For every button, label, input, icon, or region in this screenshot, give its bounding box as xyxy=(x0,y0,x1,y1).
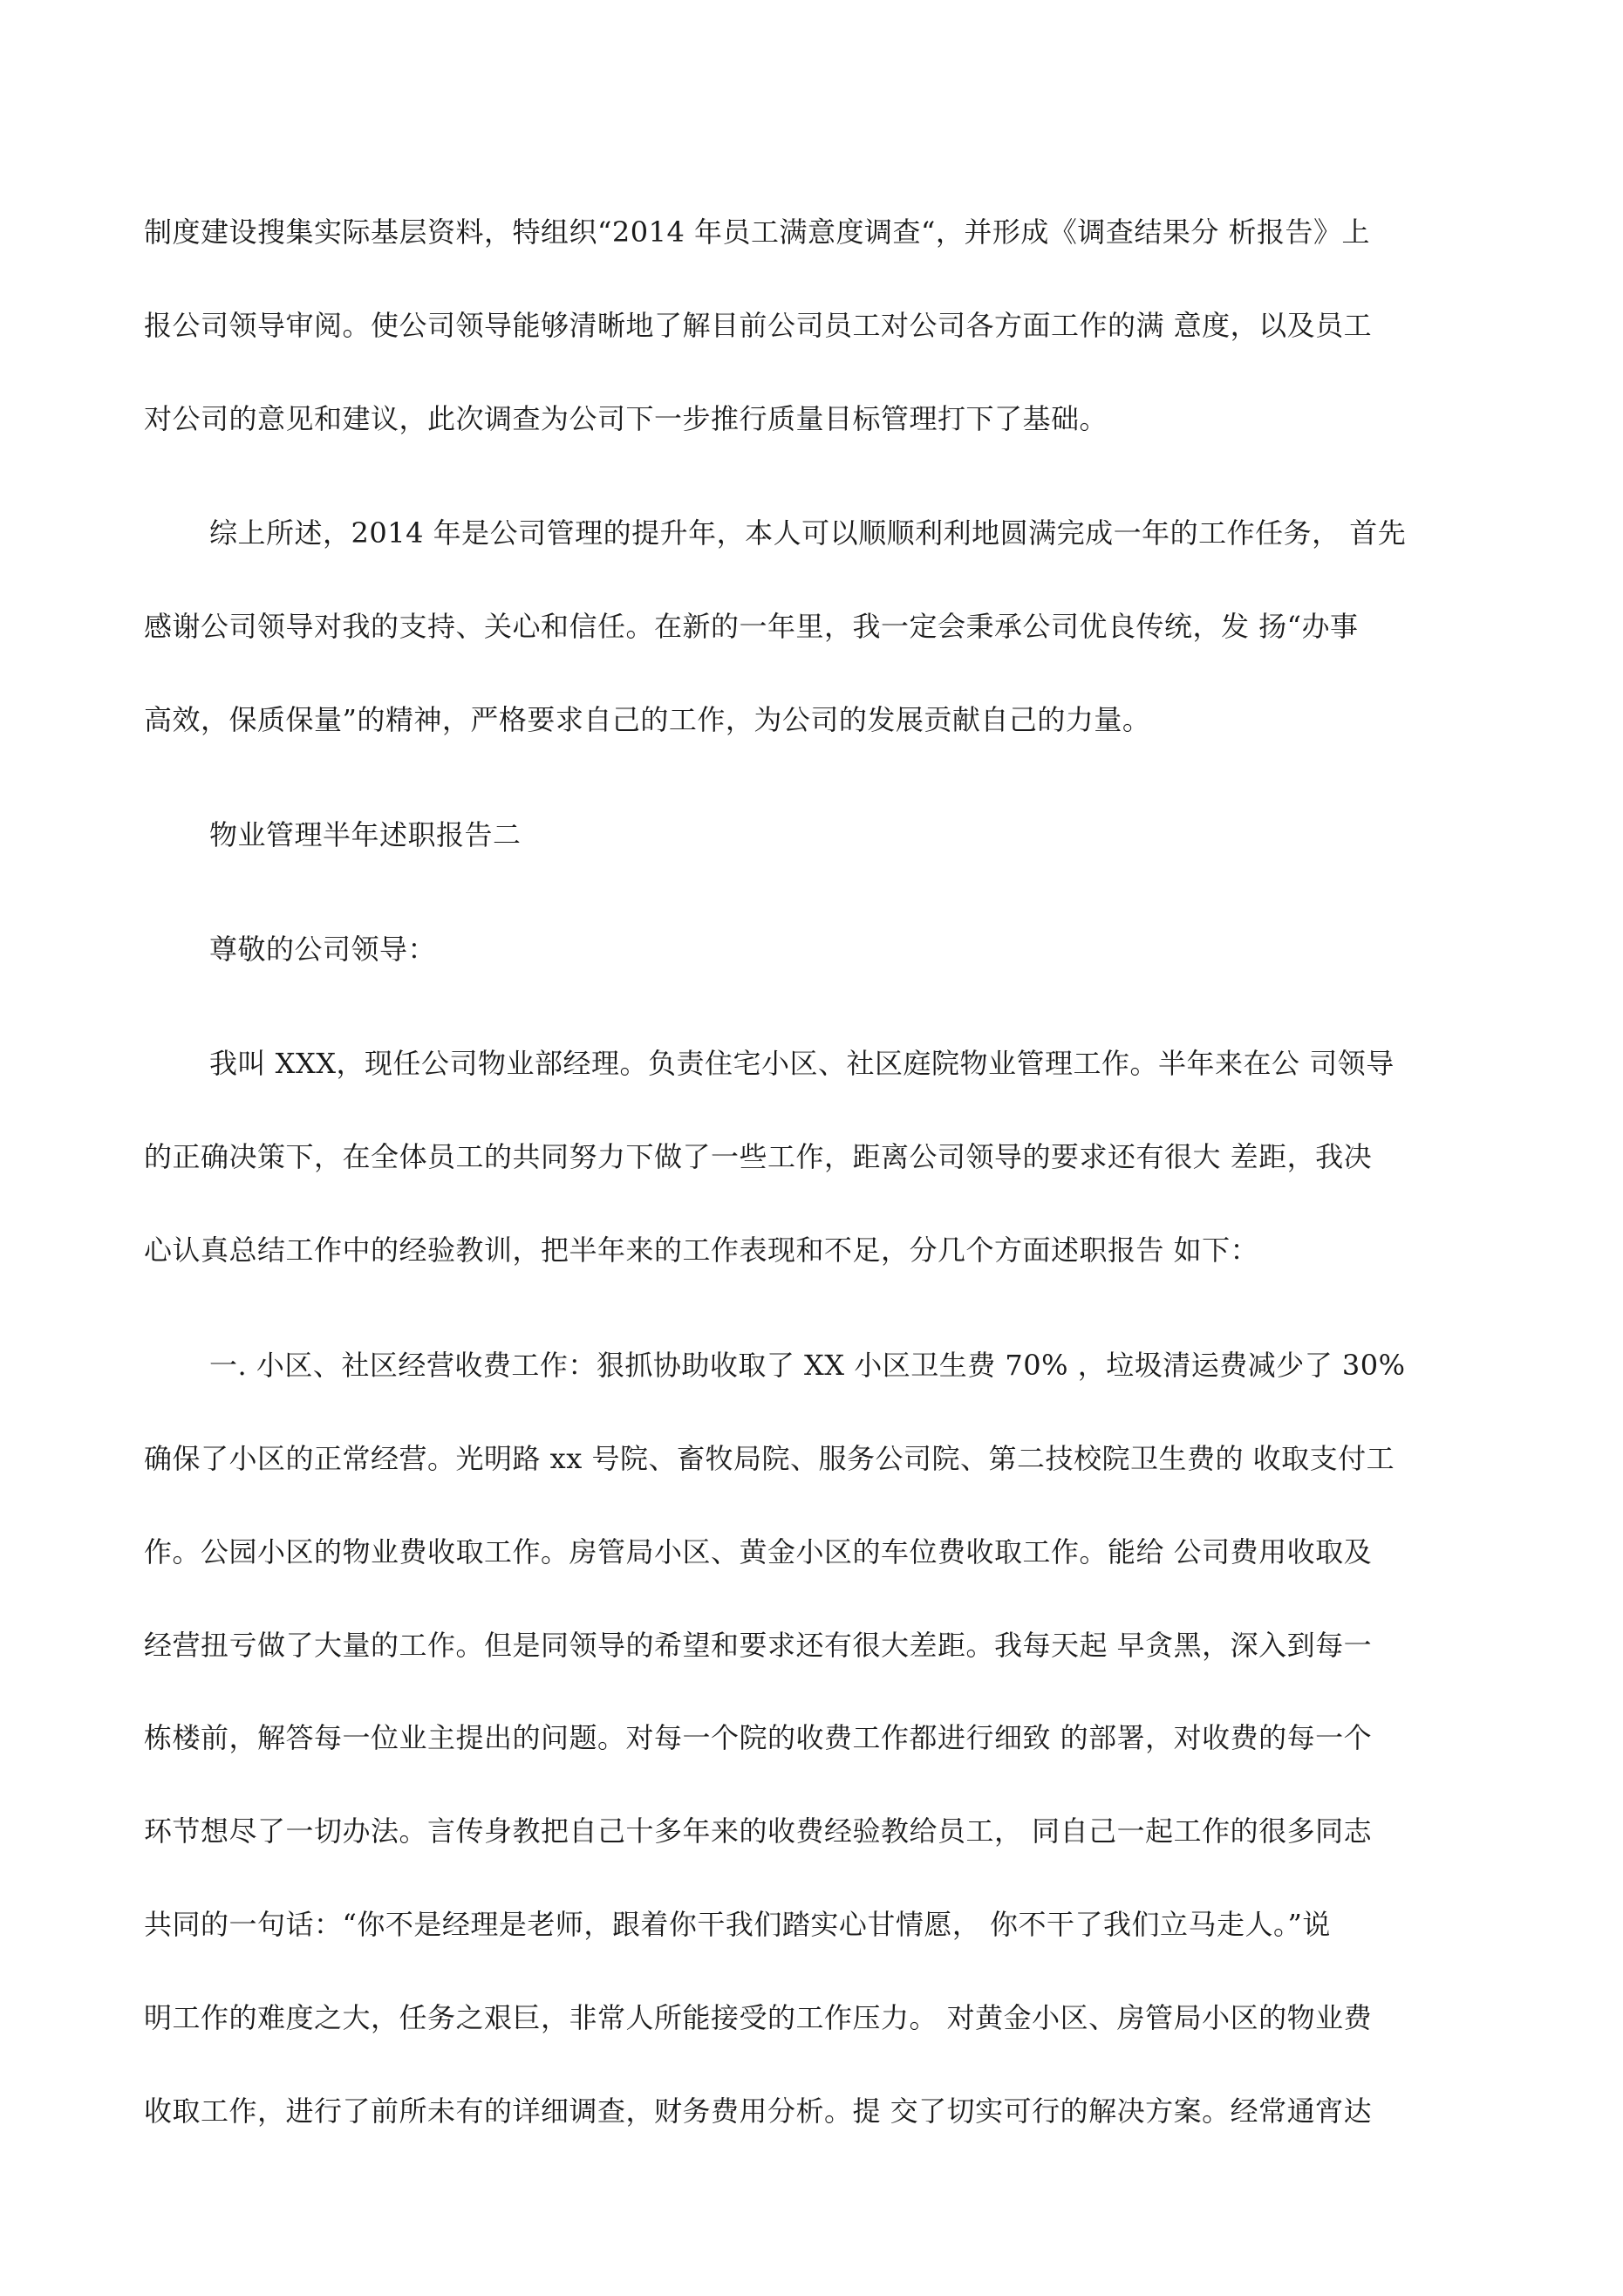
text-line: 我叫 XXX，现任公司物业部经理。负责住宅小区、社区庭院物业管理工作。半年来在公 司领导 xyxy=(209,1047,1395,1080)
text-line: 制度建设搜集实际基层资料，特组织“2014 年员工满意度调查“，并形成《调查结果分 析报告》上 xyxy=(144,215,1371,249)
text-line: 经营扭亏做了大量的工作。但是同领导的希望和要求还有很大差距。我每天起 早贪黑，深入到每一 xyxy=(144,1629,1373,1662)
text-line: 综上所述，2014 年是公司管理的提升年，本人可以顺顺利利地圆满完成一年的工作任务， 首先 xyxy=(209,516,1407,550)
text-line: 栋楼前，解答每一位业主提出的问题。对每一个院的收费工作都进行细致 的部署，对收费的每一个 xyxy=(144,1721,1373,1754)
text-line: 一. 小区、社区经营收费工作：狠抓协助收取了 XX 小区卫生费 70% ，垃圾清运费减少了 30% xyxy=(209,1349,1406,1382)
text-line: 对公司的意见和建议，此次调查为公司下一步推行质量目标管理打下了基础。 xyxy=(144,402,1108,435)
text-line: 的正确决策下，在全体员工的共同努力下做了一些工作，距离公司领导的要求还有很大 差距，我决 xyxy=(144,1140,1373,1173)
text-line: 作。公园小区的物业费收取工作。房管局小区、黄金小区的车位费收取工作。能给 公司费用收取及 xyxy=(144,1535,1373,1568)
text-line: 环节想尽了一切办法。言传身教把自己十多年来的收费经验教给员工， 同自己一起工作的很多同志 xyxy=(144,1814,1373,1848)
text-line: 心认真总结工作中的经验教训，把半年来的工作表现和不足，分几个方面述职报告 如下： xyxy=(144,1233,1259,1267)
text-line: 高效，保质保量”的精神，严格要求自己的工作，为公司的发展贡献自己的力量。 xyxy=(144,703,1151,736)
text-line: 确保了小区的正常经营。光明路 xx 号院、畜牧局院、服务公司院、第二技校院卫生费的 收取支付工 xyxy=(144,1442,1395,1475)
section-heading: 物业管理半年述职报告二 xyxy=(209,818,522,851)
text-line: 共同的一句话：“你不是经理是老师，跟着你干我们踏实心甘情愿， 你不干了我们立马走人。”说 xyxy=(144,1908,1331,1941)
text-line: 明工作的难度之大，任务之艰巨，非常人所能接受的工作压力。 对黄金小区、房管局小区的物业费 xyxy=(144,2001,1373,2034)
text-line: 感谢公司领导对我的支持、关心和信任。在新的一年里，我一定会秉承公司优良传统，发 扬“办事 xyxy=(144,610,1359,643)
text-line: 报公司领导审阅。使公司领导能够清晰地了解目前公司员工对公司各方面工作的满 意度，以及员工 xyxy=(144,309,1373,342)
text-line: 收取工作，进行了前所未有的详细调查，财务费用分析。提 交了切实可行的解决方案。经常通宵达 xyxy=(144,2094,1373,2128)
salutation: 尊敬的公司领导： xyxy=(209,933,437,966)
